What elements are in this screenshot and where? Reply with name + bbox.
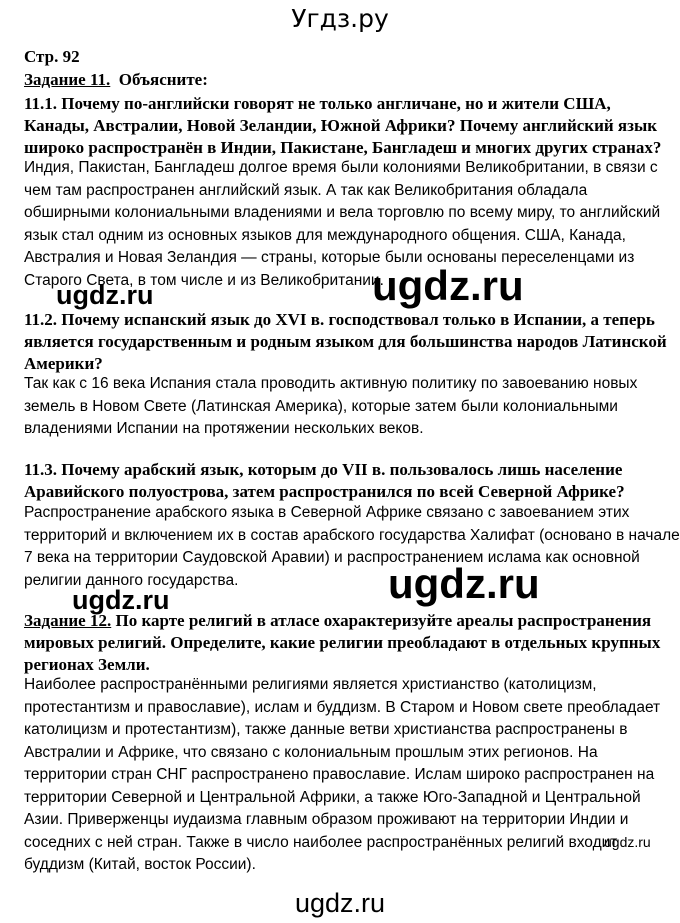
question-11-2 — [24, 309, 667, 375]
question-line: 11.1. Почему по-английски говорят не только англичане, но и жители США, — [24, 94, 611, 113]
answer-line: Австралия и Новая Зеландия — страны, которые были основаны переселенцами из — [24, 249, 635, 266]
watermark: ugdz.ru — [72, 585, 170, 615]
site-title: Угдз.ру — [291, 4, 389, 33]
task-12-label: Задание 12. — [24, 611, 112, 630]
answer-11-2 — [24, 373, 637, 441]
question-line — [24, 610, 660, 632]
question-11-3 — [24, 459, 625, 503]
watermark: ugdz.ru — [372, 262, 524, 309]
answer-line: Старого Света, в том числе и из Великобритании. — [24, 271, 384, 289]
answer-line: язык стал одним из основных языков для международного общения. США, Канада, — [24, 226, 626, 244]
task-11-title: Объясните: — [118, 70, 208, 89]
question-line: Канады, Австралии, Новой Зеландии, Южной Африки? Почему английский язык — [24, 116, 658, 135]
answer-line: религии данного государства. — [24, 571, 239, 589]
task-11-label: Задание 11. — [24, 70, 111, 89]
answer-line: Австралии и Африке, что связано с колониальным прошлым этих регионов. На — [24, 743, 598, 761]
question-line: 11.2. Почему испанский язык до XVI в. господствовал только в Испании, а теперь — [24, 310, 655, 329]
answer-line: Индия, Пакистан, Бангладеш долгое время были колониями Великобритании, в связи с — [24, 159, 658, 176]
question-line-text: По карте религий в атласе охарактеризуйте ареалы распространения — [111, 611, 652, 630]
task-11-heading — [24, 70, 208, 90]
question-line: 11.3. Почему арабский язык, которым до VII в. пользовалось лишь население — [24, 460, 623, 479]
answer-line: чем там распространен английский язык. А так как Великобритания обладала — [24, 181, 588, 199]
answer-line: 7 века на территории Саудовской Аравии) и распространением ислама как основной — [24, 549, 640, 566]
answer-line: Так как с 16 века Испания стала проводить активную политику по завоеванию новых — [24, 375, 638, 392]
watermark: ugdz.ru — [56, 280, 154, 310]
answer-line: владениями Испании на протяжении нескольких веков. — [24, 420, 424, 437]
page-reference: Стр. 92 — [24, 47, 80, 66]
question-line: Америки? — [24, 354, 103, 373]
answer-line: католицизм и протестантизм), также данные ветви христианства распространены в — [24, 721, 628, 738]
answer-line: соседних с ней стран. Также в число наиболее распространённых религий входит — [24, 833, 618, 851]
answer-line: Распространение арабского языка в Северной Африке связано с завоеванием этих — [24, 504, 630, 521]
question-line: регионах Земли. — [24, 655, 150, 674]
question-11-1 — [24, 93, 661, 159]
answer-line: территории Северной и Центральной Африки, а также Юго-Западной и Центральной — [24, 788, 641, 806]
answer-line: обширными колониальными владениями и вела торговлю по всему миру, то английский — [24, 204, 661, 221]
answer-line: Наиболее распространёнными религиями является христианство (католицизм, — [24, 676, 597, 693]
question-line: Аравийского полуострова, затем распространился по всей Северной Африке? — [24, 482, 625, 501]
task-12-answer — [24, 674, 660, 877]
question-line: является государственным и родным языком для большинства народов Латинской — [24, 332, 667, 351]
task-12-question — [24, 610, 660, 676]
watermark: ugdz.ru — [388, 560, 540, 607]
question-line: мировых религий. Определите, какие религии преобладают в отдельных крупных — [24, 633, 661, 652]
watermark: ugdz.ru — [604, 834, 651, 850]
watermark: ugdz.ru — [294, 888, 386, 918]
answer-line: протестантизм и православие), ислам и буддизм. В Старом и Новом свете преобладает — [24, 698, 661, 716]
answer-line: буддизм (Китай, восток России). — [24, 856, 256, 873]
answer-line: территорий и включением их в состав арабского государства Халифат (основано в начале — [24, 526, 680, 544]
answer-11-3 — [24, 502, 680, 592]
answer-line: Азии. Приверженцы иудаизма главным образом проживают на территории Индии и — [24, 811, 629, 828]
answer-line: территории стран СНГ распространено православие. Ислам широко распространен на — [24, 766, 655, 783]
question-line: широко распространён в Индии, Пакистане, Бангладеш и многих других странах? — [24, 138, 662, 157]
answer-line: земель в Новом Свете (Латинская Америка), которые затем были колониальными — [24, 397, 618, 415]
answer-11-1 — [24, 157, 660, 292]
